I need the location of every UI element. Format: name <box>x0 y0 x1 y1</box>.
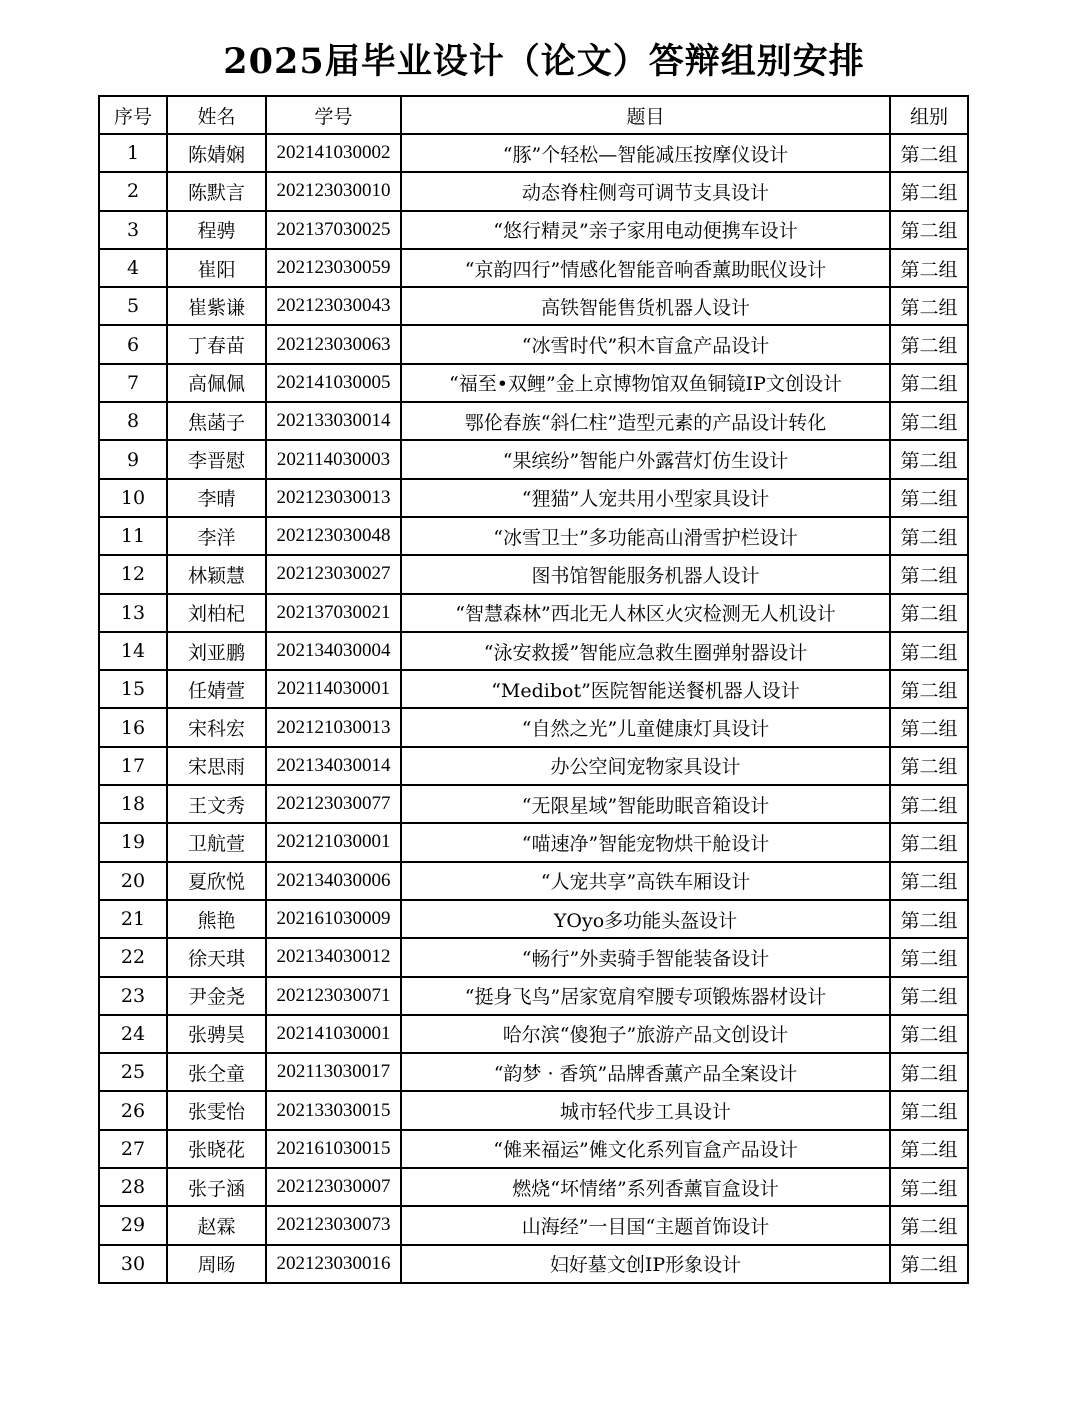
cell-group: 第二组 <box>890 517 968 555</box>
table-row <box>99 172 968 210</box>
cell-no: 5 <box>99 287 167 325</box>
table-row <box>99 249 968 287</box>
cell-topic: “挺身飞鸟”居家宽肩窄腰专项锻炼器材设计 <box>401 977 890 1015</box>
cell-group: 第二组 <box>890 1091 968 1129</box>
table-row <box>99 1053 968 1091</box>
cell-no: 13 <box>99 594 167 632</box>
schedule-table <box>98 95 969 1284</box>
cell-group: 第二组 <box>890 325 968 363</box>
cell-name: 宋思雨 <box>167 747 266 785</box>
cell-topic: “韵梦 · 香筑”品牌香薰产品全案设计 <box>401 1053 890 1091</box>
cell-id: 202134030012 <box>266 938 401 976</box>
cell-topic: 图书馆智能服务机器人设计 <box>401 555 890 593</box>
cell-no: 4 <box>99 249 167 287</box>
cell-group: 第二组 <box>890 479 968 517</box>
cell-name: 任婧萱 <box>167 670 266 708</box>
cell-name: 王文秀 <box>167 785 266 823</box>
cell-no: 8 <box>99 402 167 440</box>
cell-group: 第二组 <box>890 862 968 900</box>
cell-no: 17 <box>99 747 167 785</box>
table-row <box>99 708 968 746</box>
cell-no: 30 <box>99 1245 167 1283</box>
table-row <box>99 134 968 172</box>
cell-name: 高佩佩 <box>167 364 266 402</box>
cell-topic: YOyo多功能头盔设计 <box>401 900 890 938</box>
cell-topic: “喵速净”智能宠物烘干舱设计 <box>401 823 890 861</box>
cell-group: 第二组 <box>890 134 968 172</box>
header-no: 序号 <box>99 96 167 134</box>
cell-no: 20 <box>99 862 167 900</box>
cell-name: 林颖慧 <box>167 555 266 593</box>
cell-group: 第二组 <box>890 977 968 1015</box>
cell-id: 202161030015 <box>266 1130 401 1168</box>
cell-name: 赵霖 <box>167 1206 266 1244</box>
cell-no: 11 <box>99 517 167 555</box>
cell-name: 徐天琪 <box>167 938 266 976</box>
cell-group: 第二组 <box>890 1053 968 1091</box>
cell-topic: 城市轻代步工具设计 <box>401 1091 890 1129</box>
cell-id: 202161030009 <box>266 900 401 938</box>
cell-no: 14 <box>99 632 167 670</box>
cell-no: 26 <box>99 1091 167 1129</box>
cell-id: 202123030059 <box>266 249 401 287</box>
cell-name: 程骋 <box>167 211 266 249</box>
table-row <box>99 440 968 478</box>
cell-group: 第二组 <box>890 555 968 593</box>
cell-group: 第二组 <box>890 670 968 708</box>
table-row <box>99 823 968 861</box>
table-row <box>99 402 968 440</box>
cell-id: 202133030014 <box>266 402 401 440</box>
cell-name: 刘亚鹏 <box>167 632 266 670</box>
cell-name: 焦菡子 <box>167 402 266 440</box>
cell-group: 第二组 <box>890 172 968 210</box>
cell-id: 202123030043 <box>266 287 401 325</box>
cell-no: 24 <box>99 1015 167 1053</box>
cell-name: 李洋 <box>167 517 266 555</box>
cell-topic: 动态脊柱侧弯可调节支具设计 <box>401 172 890 210</box>
cell-group: 第二组 <box>890 1168 968 1206</box>
cell-id: 202121030013 <box>266 708 401 746</box>
table-row <box>99 287 968 325</box>
cell-name: 夏欣悦 <box>167 862 266 900</box>
table-row <box>99 977 968 1015</box>
cell-no: 28 <box>99 1168 167 1206</box>
cell-topic: “豚”个轻松—智能减压按摩仪设计 <box>401 134 890 172</box>
cell-topic: “傩来福运”傩文化系列盲盒产品设计 <box>401 1130 890 1168</box>
table-row <box>99 517 968 555</box>
cell-topic: “自然之光”儿童健康灯具设计 <box>401 708 890 746</box>
cell-topic: 高铁智能售货机器人设计 <box>401 287 890 325</box>
cell-no: 12 <box>99 555 167 593</box>
cell-group: 第二组 <box>890 1206 968 1244</box>
cell-topic: 哈尔滨“傻狍子”旅游产品文创设计 <box>401 1015 890 1053</box>
cell-topic: “畅行”外卖骑手智能装备设计 <box>401 938 890 976</box>
cell-name: 张骋昊 <box>167 1015 266 1053</box>
cell-name: 陈婧娴 <box>167 134 266 172</box>
cell-id: 202114030001 <box>266 670 401 708</box>
cell-name: 李晋慰 <box>167 440 266 478</box>
cell-group: 第二组 <box>890 287 968 325</box>
cell-id: 202133030015 <box>266 1091 401 1129</box>
table-row <box>99 1091 968 1129</box>
cell-id: 202113030017 <box>266 1053 401 1091</box>
cell-name: 刘柏杞 <box>167 594 266 632</box>
cell-name: 李晴 <box>167 479 266 517</box>
cell-no: 2 <box>99 172 167 210</box>
table-row <box>99 938 968 976</box>
cell-topic: “泳安救援”智能应急救生圈弹射器设计 <box>401 632 890 670</box>
cell-id: 202134030014 <box>266 747 401 785</box>
cell-no: 21 <box>99 900 167 938</box>
cell-id: 202141030002 <box>266 134 401 172</box>
table-row <box>99 594 968 632</box>
table-row <box>99 211 968 249</box>
cell-id: 202123030007 <box>266 1168 401 1206</box>
cell-group: 第二组 <box>890 364 968 402</box>
cell-id: 202134030004 <box>266 632 401 670</box>
cell-group: 第二组 <box>890 402 968 440</box>
table-row <box>99 364 968 402</box>
cell-name: 丁春苗 <box>167 325 266 363</box>
table-row <box>99 785 968 823</box>
cell-id: 202123030063 <box>266 325 401 363</box>
cell-id: 202123030077 <box>266 785 401 823</box>
cell-id: 202137030025 <box>266 211 401 249</box>
cell-no: 1 <box>99 134 167 172</box>
cell-group: 第二组 <box>890 440 968 478</box>
cell-name: 张子涵 <box>167 1168 266 1206</box>
cell-group: 第二组 <box>890 747 968 785</box>
table-row <box>99 325 968 363</box>
header-name: 姓名 <box>167 96 266 134</box>
cell-id: 202121030001 <box>266 823 401 861</box>
cell-id: 202123030048 <box>266 517 401 555</box>
cell-topic: “冰雪卫士”多功能高山滑雪护栏设计 <box>401 517 890 555</box>
cell-id: 202123030016 <box>266 1245 401 1283</box>
cell-id: 202123030073 <box>266 1206 401 1244</box>
cell-name: 熊艳 <box>167 900 266 938</box>
cell-no: 18 <box>99 785 167 823</box>
table-row <box>99 1206 968 1244</box>
cell-topic: “悠行精灵”亲子家用电动便携车设计 <box>401 211 890 249</box>
header-group: 组别 <box>890 96 968 134</box>
cell-group: 第二组 <box>890 785 968 823</box>
cell-no: 15 <box>99 670 167 708</box>
cell-group: 第二组 <box>890 1130 968 1168</box>
header-topic: 题目 <box>401 96 890 134</box>
cell-name: 张晓花 <box>167 1130 266 1168</box>
header-row <box>99 96 968 134</box>
cell-group: 第二组 <box>890 249 968 287</box>
cell-no: 6 <box>99 325 167 363</box>
cell-topic: “人宠共享”高铁车厢设计 <box>401 862 890 900</box>
cell-id: 202123030013 <box>266 479 401 517</box>
cell-no: 27 <box>99 1130 167 1168</box>
cell-id: 202141030001 <box>266 1015 401 1053</box>
table-row <box>99 1245 968 1283</box>
cell-id: 202137030021 <box>266 594 401 632</box>
cell-no: 19 <box>99 823 167 861</box>
cell-topic: “无限星域”智能助眠音箱设计 <box>401 785 890 823</box>
table-row <box>99 1015 968 1053</box>
cell-name: 宋科宏 <box>167 708 266 746</box>
table-row <box>99 670 968 708</box>
cell-no: 9 <box>99 440 167 478</box>
cell-topic: “Medibot”医院智能送餐机器人设计 <box>401 670 890 708</box>
cell-topic: 燃烧“坏情绪”系列香薰盲盒设计 <box>401 1168 890 1206</box>
cell-no: 7 <box>99 364 167 402</box>
cell-group: 第二组 <box>890 938 968 976</box>
cell-name: 卫航萱 <box>167 823 266 861</box>
cell-group: 第二组 <box>890 632 968 670</box>
cell-no: 22 <box>99 938 167 976</box>
table-row <box>99 747 968 785</box>
cell-group: 第二组 <box>890 708 968 746</box>
table-row <box>99 862 968 900</box>
cell-id: 202123030027 <box>266 555 401 593</box>
cell-id: 202123030071 <box>266 977 401 1015</box>
cell-group: 第二组 <box>890 1015 968 1053</box>
table-row <box>99 479 968 517</box>
cell-no: 25 <box>99 1053 167 1091</box>
cell-topic: 办公空间宠物家具设计 <box>401 747 890 785</box>
cell-name: 崔阳 <box>167 249 266 287</box>
cell-group: 第二组 <box>890 823 968 861</box>
table-row <box>99 632 968 670</box>
cell-group: 第二组 <box>890 211 968 249</box>
cell-topic: “福至•双鲤”金上京博物馆双鱼铜镜IP文创设计 <box>401 364 890 402</box>
cell-group: 第二组 <box>890 900 968 938</box>
table-row <box>99 1130 968 1168</box>
cell-topic: “果缤纷”智能户外露营灯仿生设计 <box>401 440 890 478</box>
document-title: 2025届毕业设计（论文）答辩组别安排 <box>223 41 865 82</box>
cell-name: 张雯怡 <box>167 1091 266 1129</box>
cell-topic: “狸猫”人宠共用小型家具设计 <box>401 479 890 517</box>
cell-topic: “智慧森林”西北无人林区火灾检测无人机设计 <box>401 594 890 632</box>
cell-no: 23 <box>99 977 167 1015</box>
cell-topic: “冰雪时代”积木盲盒产品设计 <box>401 325 890 363</box>
cell-topic: 妇好墓文创IP形象设计 <box>401 1245 890 1283</box>
cell-topic: 鄂伦春族“斜仁柱”造型元素的产品设计转化 <box>401 402 890 440</box>
cell-id: 202134030006 <box>266 862 401 900</box>
cell-id: 202141030005 <box>266 364 401 402</box>
cell-no: 16 <box>99 708 167 746</box>
cell-topic: 山海经”一目国“主题首饰设计 <box>401 1206 890 1244</box>
cell-no: 10 <box>99 479 167 517</box>
cell-group: 第二组 <box>890 594 968 632</box>
cell-group: 第二组 <box>890 1245 968 1283</box>
cell-topic: “京韵四行”情感化智能音响香薰助眠仪设计 <box>401 249 890 287</box>
cell-name: 陈默言 <box>167 172 266 210</box>
cell-id: 202114030003 <box>266 440 401 478</box>
cell-name: 张仝童 <box>167 1053 266 1091</box>
table-row <box>99 1168 968 1206</box>
cell-no: 3 <box>99 211 167 249</box>
table-row <box>99 900 968 938</box>
header-id: 学号 <box>266 96 401 134</box>
table-row <box>99 555 968 593</box>
cell-id: 202123030010 <box>266 172 401 210</box>
cell-name: 崔紫谦 <box>167 287 266 325</box>
cell-name: 周旸 <box>167 1245 266 1283</box>
cell-name: 尹金尧 <box>167 977 266 1015</box>
cell-no: 29 <box>99 1206 167 1244</box>
